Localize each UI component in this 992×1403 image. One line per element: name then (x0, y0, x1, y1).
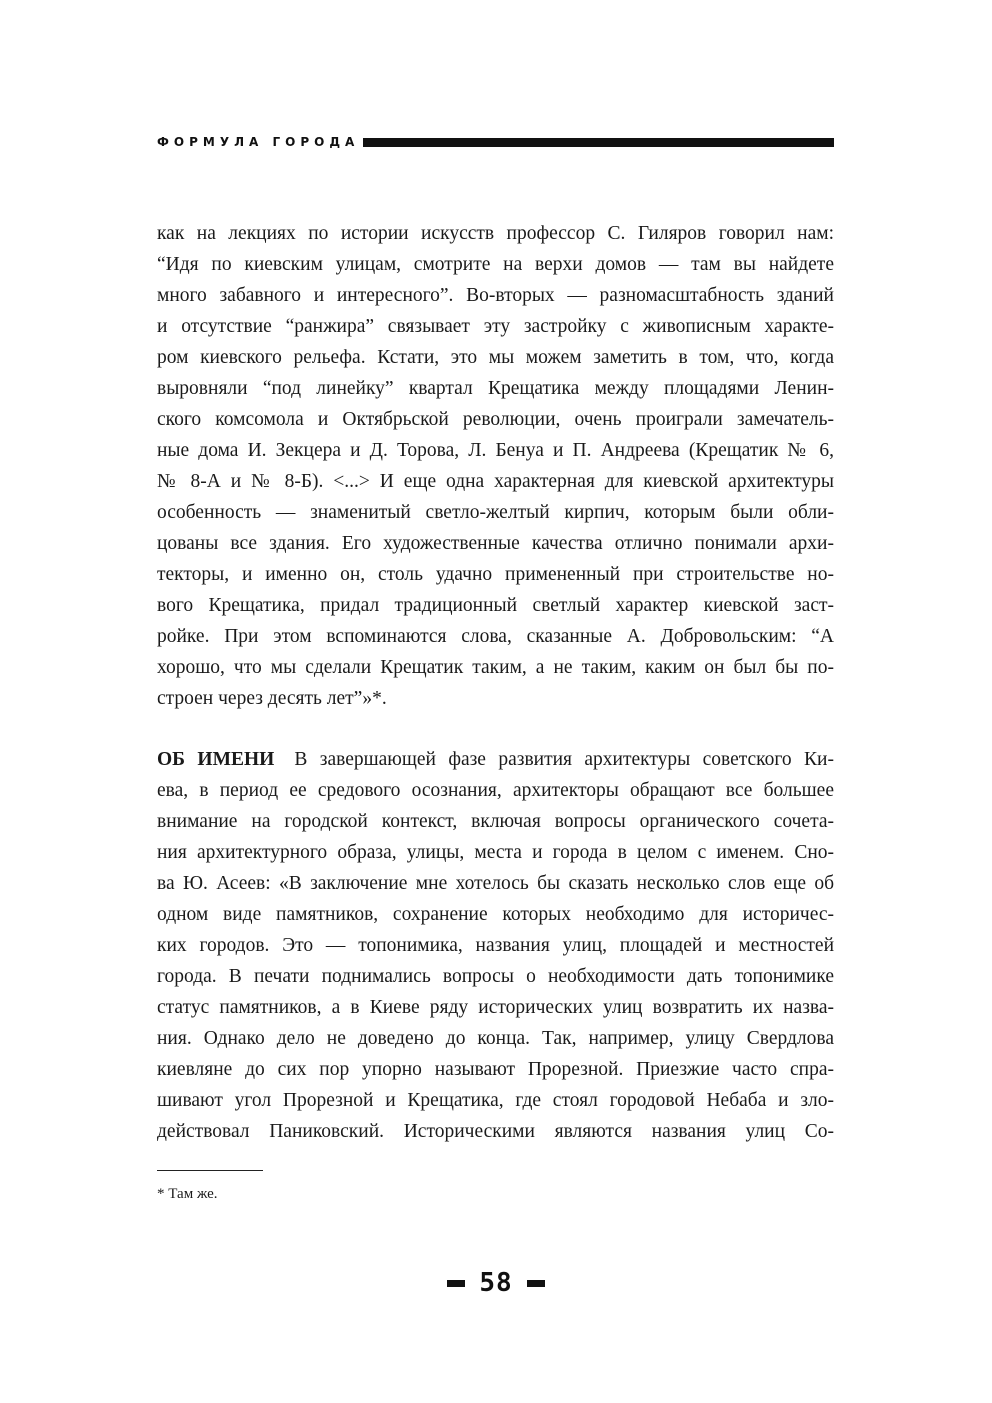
running-title: ФОРМУЛА ГОРОДА (157, 135, 360, 149)
text-line: ром киевского рельефа. Кстати, это мы можем заметить в том, что, когда (157, 347, 834, 368)
page-number: 58 (479, 1268, 513, 1298)
text-line: ные дома И. Зекцера и Д. Торова, Л. Бенуа и П. Андреева (Крещатик № 6, (157, 440, 834, 461)
text-line: как на лекциях по истории искусств профессор С. Гиляров говорил нам: (157, 223, 834, 244)
text-line: ния. Однако дело не доведено до конца. Так, например, улицу Свердлова (157, 1028, 834, 1049)
text-line: ва Ю. Асеев: «В заключение мне хотелось бы сказать несколько слов еще об (157, 873, 834, 894)
section-heading: ОБ ИМЕНИ (157, 749, 275, 770)
text-line: ния архитектурного образа, улицы, места и города в целом с именем. Сно- (157, 842, 834, 863)
text-line: цованы все здания. Его художественные качества отлично понимали архи- (157, 533, 834, 554)
text-line-first (157, 744, 834, 775)
folio-bar-right (527, 1280, 545, 1287)
text-line: особенность — знаменитый светло-желтый кирпич, которым были обли- (157, 502, 834, 523)
text-line: города. В печати поднимались вопросы о необходимости дать топонимике (157, 966, 834, 987)
text-line: шивают угол Прорезной и Крещатика, где стоял городовой Небаба и зло- (157, 1090, 834, 1111)
folio (0, 1268, 992, 1298)
footnote: * Там же. (157, 1186, 218, 1202)
text-line: выровняли “под линейку” квартал Крещатика между площадями Ленин- (157, 378, 834, 399)
text-line: ройке. При этом вспоминаются слова, сказанные А. Добровольским: “А (157, 626, 834, 647)
text-line: текторы, и именно он, столь удачно примененный при строительстве но- (157, 564, 834, 585)
text-line: статус памятников, а в Киеве ряду исторических улиц возвратить их назва- (157, 997, 834, 1018)
text-line: действовал Паниковский. Историческими являются названия улиц Со- (157, 1121, 834, 1142)
text-line: № 8-А и № 8-Б). <...> И еще одна характерная для киевской архитектуры (157, 471, 834, 492)
header-rule (363, 138, 834, 147)
text-line: ского комсомола и Октябрьской революции, очень проиграли замечатель- (157, 409, 834, 430)
text-line: ева, в период ее средового осознания, архитекторы обращают все большее (157, 780, 834, 801)
footnote-rule (157, 1170, 263, 1171)
text-line: строен через десять лет”»*. (157, 688, 387, 709)
text-line: и отсутствие “ранжира” связывает эту застройку с живописным характе- (157, 316, 834, 337)
text-line: много забавного и интересного”. Во-вторых — разномасштабность зданий (157, 285, 834, 306)
text-line: внимание на городской контекст, включая вопросы органического сочета- (157, 811, 834, 832)
text-line: киевляне до сих пор упорно называют Прорезной. Приезжие часто спра- (157, 1059, 834, 1080)
running-head (157, 134, 834, 150)
text-line-rest: В завершающей фазе развития архитектуры советского Ки- (294, 749, 834, 770)
text-line: “Идя по киевским улицам, смотрите на верхи домов — там вы найдете (157, 254, 834, 275)
folio-bar-left (447, 1280, 465, 1287)
text-line: хорошо, что мы сделали Крещатик таким, а не таким, каким он был бы по- (157, 657, 834, 678)
paragraph-two (157, 744, 834, 1147)
text-line: одном виде памятников, сохранение которых необходимо для историчес- (157, 904, 834, 925)
text-line: ких городов. Это — топонимика, названия улиц, площадей и местностей (157, 935, 834, 956)
text-line: вого Крещатика, придал традиционный светлый характер киевской заст- (157, 595, 834, 616)
paragraph-one (157, 218, 834, 714)
